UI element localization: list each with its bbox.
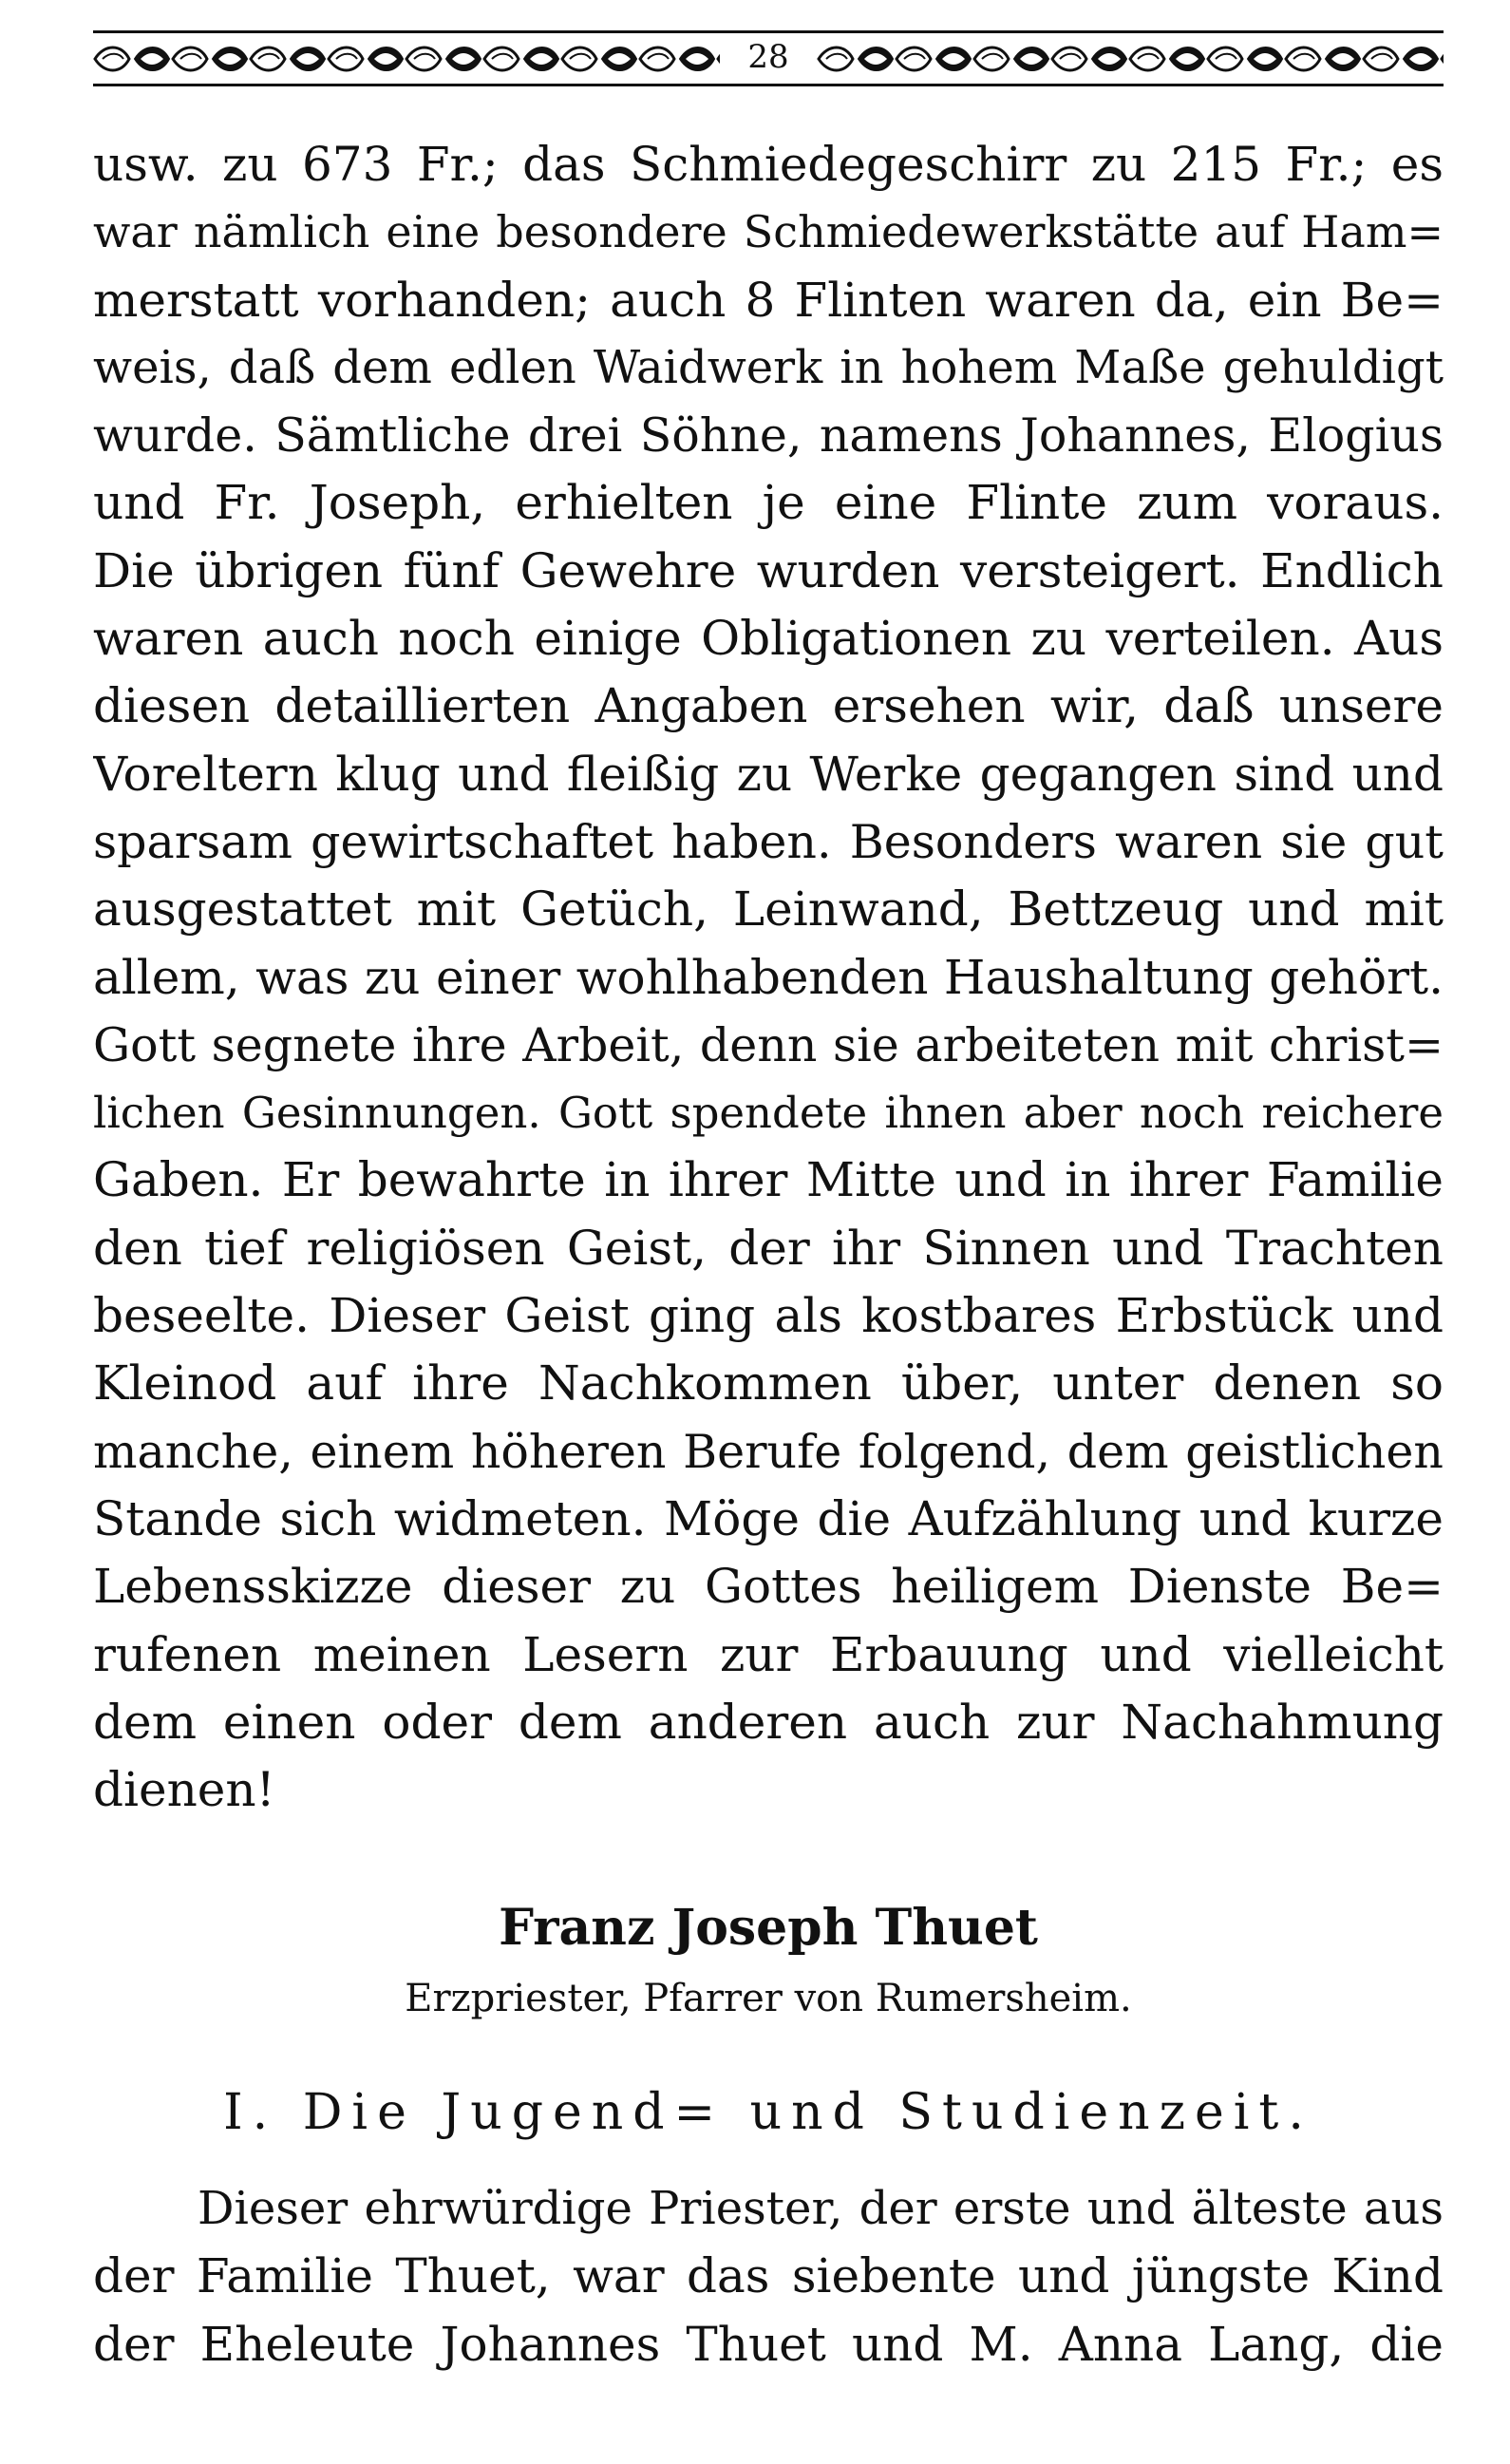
- header-rule-bottom: [93, 84, 1444, 86]
- text-line: wurde. Sämtliche drei Söhne, namens Johannes, Elogius: [93, 408, 1444, 464]
- text-line: der Eheleute Johannes Thuet und M. Anna Lang, die: [93, 2316, 1444, 2372]
- biography-subtitle: Erzpriester, Pfarrer von Rumersheim.: [405, 1977, 1132, 2020]
- text-line: diesen detaillierten Angaben ersehen wir, daß unsere: [93, 678, 1444, 734]
- text-line: Die übrigen fünf Gewehre wurden versteigert. Endlich: [93, 542, 1444, 598]
- text-line: allem, was zu einer wohlhabenden Haushaltung gehört.: [93, 949, 1444, 1005]
- text-line: der Familie Thuet, war das siebente und jüngste Kind: [93, 2248, 1444, 2304]
- right-ornament-border: [817, 40, 1444, 78]
- chapter-heading: I. Die Jugend= und Studienzeit.: [223, 2084, 1313, 2141]
- text-line: dem einen oder dem anderen auch zur Nachahmung: [93, 1694, 1444, 1750]
- text-line: Dieser ehrwürdige Priester, der erste und älteste aus: [198, 2182, 1444, 2235]
- text-line: dienen!: [93, 1762, 275, 1818]
- text-line: usw. zu 673 Fr.; das Schmiedegeschirr zu 215 Fr.; es: [93, 137, 1444, 192]
- page-header: [93, 21, 1444, 87]
- text-line: Stande sich widmeten. Möge die Aufzählung und kurze: [93, 1490, 1444, 1546]
- text-line: weis, daß dem edlen Waidwerk in hohem Maße gehuldigt: [93, 340, 1444, 394]
- text-line: sparsam gewirtschaftet haben. Besonders waren sie gut: [93, 814, 1444, 869]
- text-line: beseelte. Dieser Geist ging als kostbares Erbstück und: [93, 1288, 1444, 1344]
- text-line: manche, einem höheren Berufe folgend, dem geistlichen: [93, 1424, 1444, 1479]
- text-line: Lebensskizze dieser zu Gottes heiligem Dienste Be=: [93, 1559, 1444, 1615]
- chapter-paragraph: [93, 2175, 1444, 2379]
- text-line: war nämlich eine besondere Schmiedewerkstätte auf Ham=: [93, 206, 1444, 258]
- text-line: ausgestattet mit Getüch, Leinwand, Bettzeug und mit: [93, 881, 1444, 938]
- text-line: waren auch noch einige Obligationen zu verteilen. Aus: [93, 611, 1444, 667]
- text-line: und Fr. Joseph, erhielten je eine Flinte zum voraus.: [93, 475, 1444, 531]
- text-line: Kleinod auf ihre Nachkommen über, unter denen so: [93, 1355, 1444, 1412]
- text-line: lichen Gesinnungen. Gott spendete ihnen aber noch reichere: [93, 1088, 1444, 1139]
- page-number: 28: [747, 38, 789, 76]
- text-line: Gaben. Er bewahrte in ihrer Mitte und in ihrer Familie: [93, 1152, 1444, 1208]
- main-paragraph: [93, 131, 1444, 1824]
- text-line: rufenen meinen Lesern zur Erbauung und vielleicht: [93, 1626, 1444, 1682]
- text-line: Voreltern klug und fleißig zu Werke gegangen sind und: [93, 746, 1444, 802]
- text-line: Gott segnete ihre Arbeit, denn sie arbeiteten mit christ=: [93, 1017, 1444, 1072]
- biography-title: Franz Joseph Thuet: [499, 1899, 1038, 1957]
- header-rule-top: [93, 30, 1444, 33]
- left-ornament-border: [93, 40, 720, 78]
- text-line: den tief religiösen Geist, der ihr Sinnen und Trachten: [93, 1220, 1444, 1276]
- text-line: merstatt vorhanden; auch 8 Flinten waren da, ein Be=: [93, 272, 1444, 328]
